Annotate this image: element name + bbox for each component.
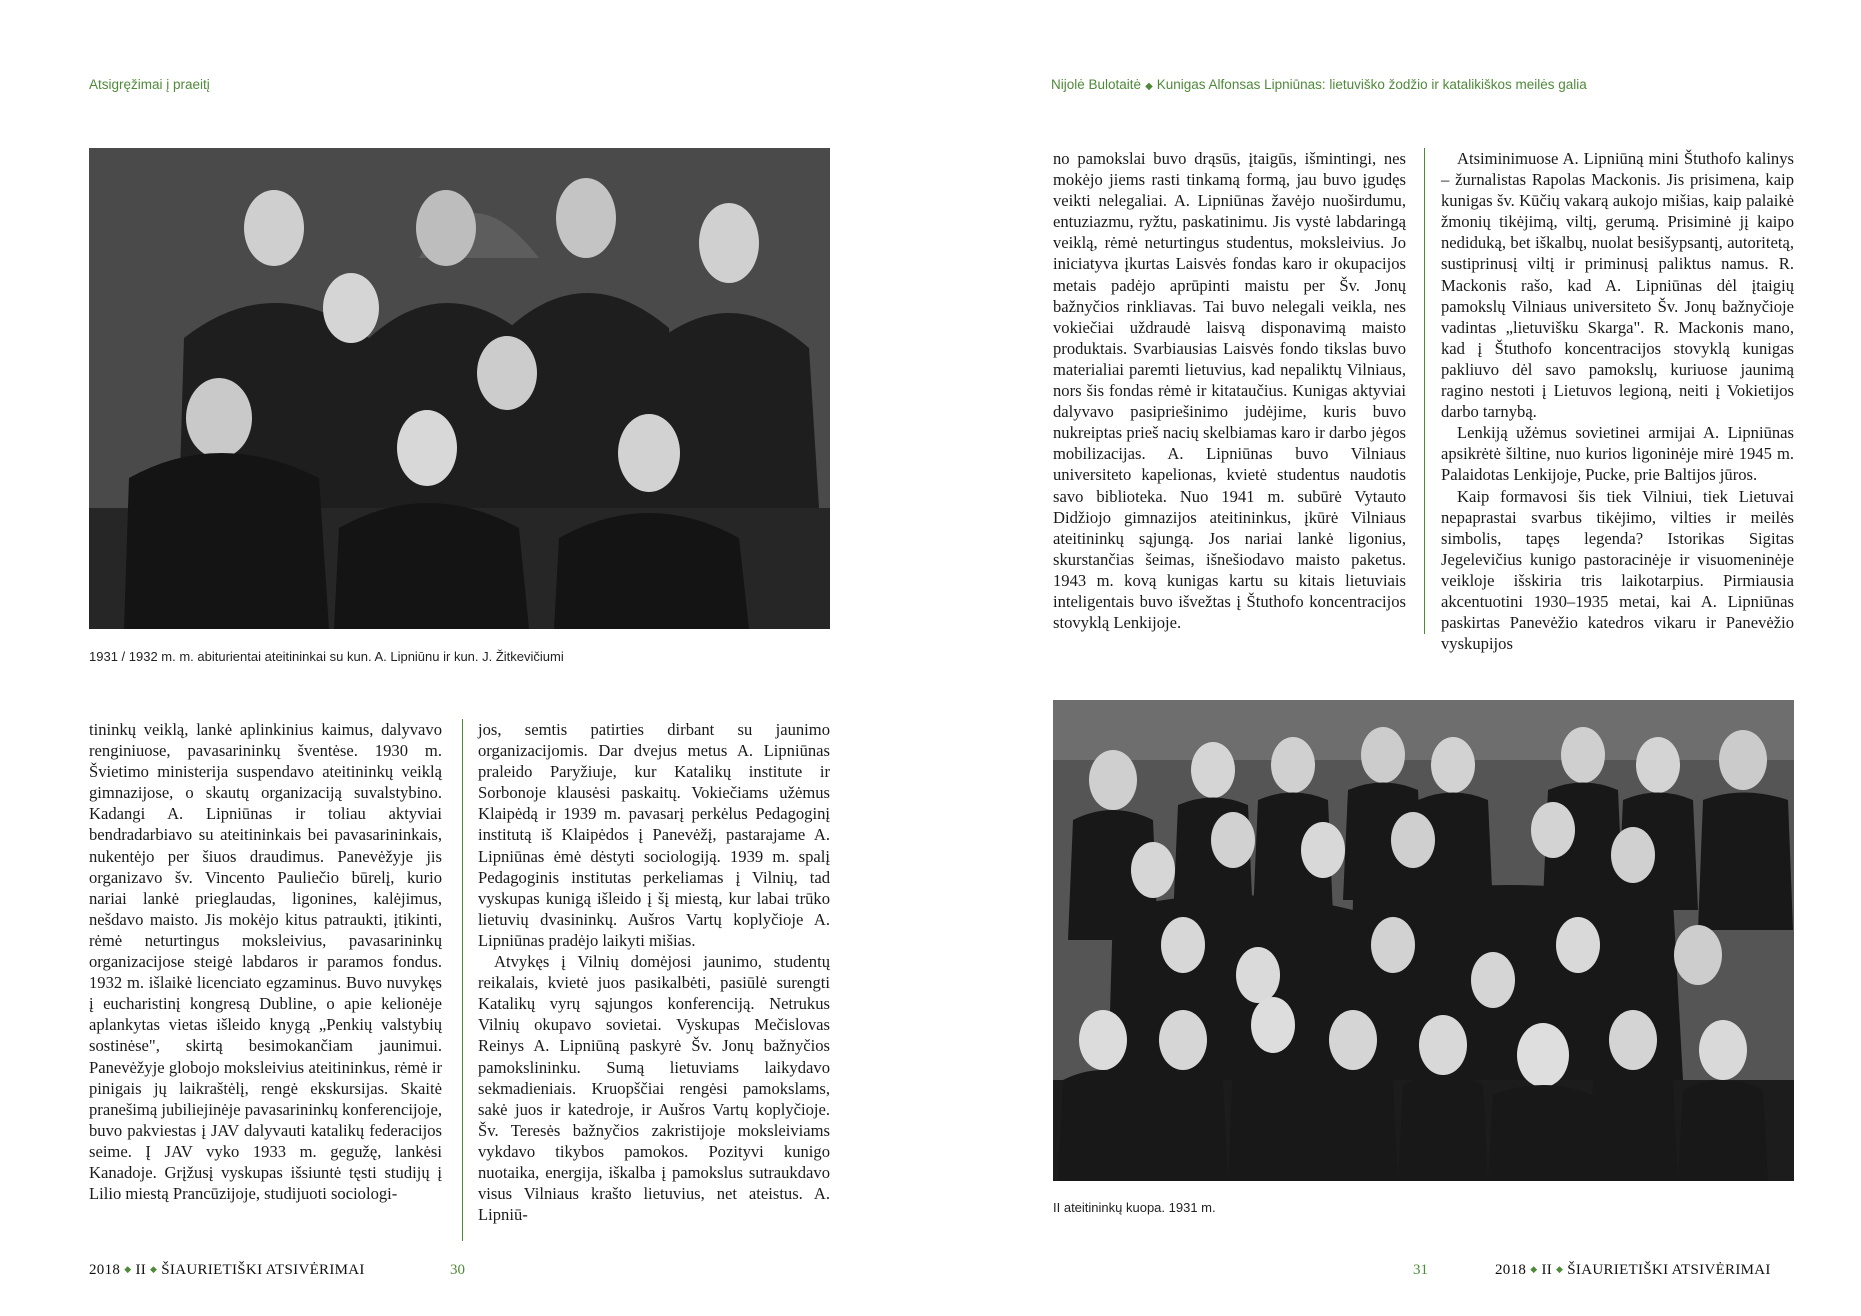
paragraph: Lenkiją užėmus sovietinei armijai A. Lipniūnas apsikrėtė šiltine, nuo kurios ligoninėje mirė 1945 m. Palaidotas Lenkijoje, Pucke, prie Baltijos jūros. bbox=[1441, 423, 1794, 485]
group-photo-1931 bbox=[1053, 700, 1794, 1181]
group-photo-1931-image bbox=[1053, 700, 1794, 1181]
group-photo-1931-1932 bbox=[89, 148, 830, 629]
left-running-head: Atsigręžimai į praeitį bbox=[89, 77, 210, 92]
left-text-column-1 bbox=[89, 719, 442, 1204]
right-text-column-2 bbox=[1441, 148, 1794, 654]
page-number-left: 30 bbox=[450, 1262, 465, 1278]
paragraph: tininkų veiklą, lankė aplinkinius kaimus, dalyvavo renginiuose, pavasarininkų šventėse. 1930 m. Švietimo ministerija suspendavo ateitininkų veiklą gimnazijose, o skautų organizaciją suvalstybino. Kadangi A. Lipniūnas ir toliau aktyviai bendradarbiavo su ateitininkais bei pavasarininkais, nukentėjo per šiuos draudimus. Panevėžyje jis organizavo šv. Vincento Pauliečio būrelį, kurio nariai lankė prieglaudas, ligonines, kalėjimus, nešdavo maisto. Jis mokėjo kitus patraukti, įtikinti, rėmė neturtingus moksleivius, pavasarininkų organizacijose steigė labdaros ir paramos fondus. 1932 m. išlaikė licenciato egzaminus. Buvo nuvykęs į eucharistinį kongresą Dubline, o apie kelionėje aplankytas vietas išleido knygą „Penkių valstybių sostinėse", skirtą besimokančiam jaunimui. Panevėžyje globojo moksleivius ateitininkus, rėmė ir pinigais jų laikraštėlį, rengė ekskursijas. Skaitė pranešimą jubiliejinėje pavasarininkų konferencijoje, buvo pakviestas į JAV dalyvauti katalikų federacijos seime. Į JAV vyko 1933 m. gegužę, lankėsi Kanadoje. Grįžusį vyskupas išsiuntė tęsti studijų į Lilio miestą Prancūzijoje, studijuoti sociologi- bbox=[89, 720, 442, 1204]
group-photo-1931-1932-image bbox=[89, 148, 830, 629]
left-text-column-2 bbox=[478, 719, 830, 1225]
page-number-right: 31 bbox=[1413, 1262, 1428, 1278]
diamond-icon: ◆ bbox=[150, 1264, 158, 1274]
paragraph: Kaip formavosi šis tiek Vilniui, tiek Lietuvai nepaprastai svarbus tikėjimo, vilties ir meilės simbolis, tapęs legenda? Istorikas Sigitas Jegelevičius kunigo pastoracinėje ir visuomeninėje veikloje išskiria tris laikotarpius. Pirmiausia akcentuotini 1930–1935 metai, kai A. Lipniūnas paskirtas Panevėžio katedros vikaru ir Panevėžio vyskupijos bbox=[1441, 486, 1794, 654]
footer-journal: ŠIAURIETIŠKI ATSIVĖRIMAI bbox=[1567, 1262, 1771, 1278]
running-head-author: Nijolė Bulotaitė bbox=[1051, 77, 1142, 92]
footer-journal: ŠIAURIETIŠKI ATSIVĖRIMAI bbox=[161, 1262, 365, 1278]
photo-caption-right: II ateitininkų kuopa. 1931 m. bbox=[1053, 1200, 1216, 1215]
photo-caption-left: 1931 / 1932 m. m. abiturientai ateitininkai su kun. A. Lipniūnu ir kun. J. Žitkevičiumi bbox=[89, 649, 564, 664]
right-footer bbox=[1495, 1262, 1771, 1279]
paragraph: jos, semtis patirties dirbant su jaunimo organizacijomis. Dar dvejus metus A. Lipniūnas praleido Paryžiuje, kur Katalikų institute ir Sorbonoje klausėsi paskaitų. Vokiečiams užėmus Klaipėdą ir 1939 m. pavasarį perkėlus Pedagoginį institutą iš Klaipėdos į Panevėžį, pastarajame A. Lipniūnas ėmė dėstyti sociologiją. 1939 m. spalį Pedagoginis institutas perkeliamas į Vilnių, tad vyskupas kunigą išleido į šį miestą, kur labai trūko lietuvių dvasininkų. Aušros Vartų koplyčioje A. Lipniūnas pradėjo laikyti mišias. bbox=[478, 720, 830, 950]
footer-year: 2018 bbox=[89, 1262, 121, 1278]
footer-issue: II bbox=[135, 1262, 147, 1278]
footer-issue: II bbox=[1541, 1262, 1553, 1278]
footer-year: 2018 bbox=[1495, 1262, 1527, 1278]
diamond-icon: ◆ bbox=[1145, 81, 1153, 92]
column-divider bbox=[462, 719, 463, 1241]
column-divider bbox=[1424, 148, 1425, 634]
paragraph: Atsiminimuose A. Lipniūną mini Štuthofo kalinys – žurnalistas Rapolas Mackonis. Jis prisimena, kaip kunigas šv. Kūčių vakarą aukojo mišias, kaip palaikė žmonių tikėjimą, viltį, gerumą. Prisiminė jį kaipo nediduką, bet iškalbų, nuolat besišypsantį, autoritetą, sustiprinusį viltį ir priminusį paliktus namus. R. Mackonis rašo, kad A. Lipniūnas dėl įtaigių pamokslų Vilniaus universiteto Šv. Jonų bažnyčioje vadintas „lietuvišku Skarga". R. Mackonis mano, kad į Štuthofo koncentracijos stovyklą kunigas pakliuvo dėl savo pamokslų, kuriuose jaunimą ragino nestoti į Lietuvos legioną, neiti į Vokietijos darbo tarnybą. bbox=[1441, 149, 1794, 422]
right-running-head bbox=[1051, 77, 1587, 92]
diamond-icon: ◆ bbox=[1556, 1264, 1564, 1274]
left-footer bbox=[89, 1262, 365, 1279]
diamond-icon: ◆ bbox=[124, 1264, 132, 1274]
paragraph: no pamokslai buvo drąsūs, įtaigūs, išmintingi, nes mokėjo jiems rasti tinkamą formą, jau buvo įgudęs veikti nelegaliai. A. Lipniūnas žavėjo nuoširdumu, entuziazmu, ryžtu, paskatinimu. Jis vystė labdaringą veiklą, rėmė neturtingus studentus, moksleivius. Jo iniciatyva įkurtas Laisvės fondas karo ir okupacijos metais padėjo aprūpinti maistu per Šv. Jonų bažnyčios rinkliavas. Tai buvo nelegali veikla, nes vokiečiai uždraudė laisvą disponavimą maisto produktais. Svarbiausias Laisvės fondo tikslas buvo materialiai paremti lietuvius, kad nepaliktų Vilniaus, nors šis fondas rėmė ir kitataučius. Kunigas aktyviai dalyvavo pasipriešinimo judėjime, kuris buvo nukreiptas prieš nacių skelbiamas karo ir darbo jėgos mobilizacijas. A. Lipniūnas buvo Vilniaus universiteto kapelionas, kvietė studentus naudotis savo biblioteka. Nuo 1941 m. subūrė Vytauto Didžiojo gimnazijos ateitininkus, įkūrė Vilniaus ateitininkų sąjungą. Jos nariai lankė ligonius, skurstančias šeimas, išnešiodavo maisto paketus. 1943 m. kovą kunigas kartu su kitais lietuviais inteligentais buvo išvežtas į Štuthofo koncentracijos stovyklą Lenkijoje. bbox=[1053, 149, 1406, 633]
diamond-icon: ◆ bbox=[1530, 1264, 1538, 1274]
paragraph: Atvykęs į Vilnių domėjosi jaunimo, studentų reikalais, kvietė juos pasikalbėti, pasiūlė surengti Katalikų vyrų sąjungos konferenciją. Netrukus Vilnių okupavo sovietai. Vyskupas Mečislovas Reinys A. Lipniūną paskyrė Šv. Jonų bažnyčios pamokslininku. Sumą lietuviams laikydavo sekmadieniais. Kruopščiai rengėsi pamokslams, sakė juos ir katedroje, ir Aušros Vartų koplyčioje. Šv. Teresės bažnyčios zakristijoje moksleiviams vykdavo tikybos pamokos. Pozityvi kunigo nuotaika, energija, iškalba į pamokslus sutraukdavo visus Vilniaus krašto lietuvius, net ateistus. A. Lipniū- bbox=[478, 952, 830, 1225]
running-head-title: Kunigas Alfonsas Lipniūnas: lietuviško žodžio ir katalikiškos meilės galia bbox=[1156, 77, 1587, 92]
right-text-column-1 bbox=[1053, 148, 1406, 633]
